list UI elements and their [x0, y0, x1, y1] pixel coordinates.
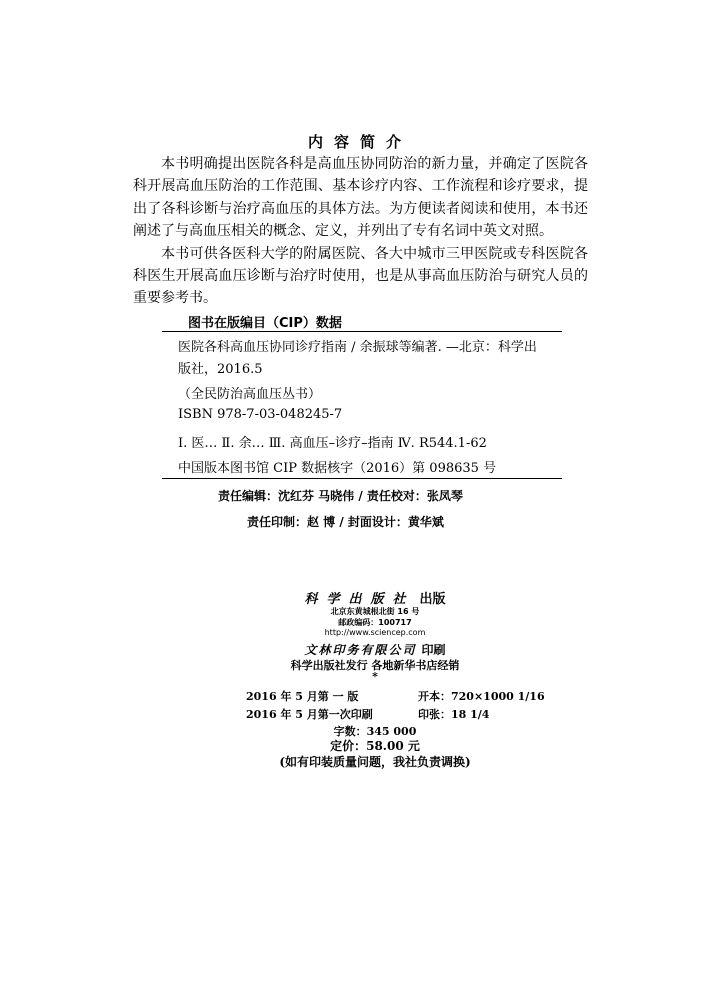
publisher-address: 北京东黄城根北街 16 号: [330, 607, 420, 616]
publisher-logo: 科学出版社: [304, 592, 415, 607]
publisher-suffix: 出版: [419, 592, 446, 607]
summary-paragraph: 本书明确提出医院各科是高血压协同防治的新力量，并确定了医院各科开展高血压防治的工作范围、基本诊疗内容、工作流程和诊疗要求，提出了各科诊断与治疗高血压的具体方法。为方便读者阅读和使用，本书还阐述了与高血压相关的概念、定义，并列出了专有名词中英文对照。: [133, 156, 588, 240]
summary-paragraph: 本书可供各医科大学的附属医院、各大中城市三甲医院或专科医院各科医生开展高血压诊断与治疗时使用，也是从事高血压防治与研究人员的重要参考书。: [133, 245, 588, 307]
cip-line-publisher: 版社，2016.5: [178, 362, 263, 377]
cip-heading: 图书在版编目（CIP）数据: [188, 316, 342, 331]
sheets-line: 印张：18 1/4: [418, 708, 490, 721]
publisher-postcode: 邮政编码：100717: [338, 618, 412, 627]
printer-suffix: 印刷: [421, 643, 446, 657]
printer-logo: 文林印务有限公司: [304, 643, 417, 657]
printing-line: 2016 年 5 月第一次印刷: [246, 708, 373, 721]
edition-line: 2016 年 5 月第 一 版: [246, 690, 359, 703]
publisher-line: [150, 588, 600, 607]
cip-top-rule: [162, 331, 562, 332]
publisher-url: http://www.sciencep.com: [324, 628, 426, 637]
wordcount-line: 字数：345 000: [333, 725, 417, 738]
cip-line-classification: Ⅰ. 医… Ⅱ. 余… Ⅲ. 高血压–诊疗–指南 Ⅳ. R544.1-62: [178, 436, 487, 451]
credits-editors: 责任编辑：沈红芬 马晓伟 / 责任校对：张凤琴: [218, 489, 463, 503]
credits-production: 责任印制：赵 博 / 封面设计：黄华斌: [247, 515, 444, 529]
printer-line: [150, 639, 600, 658]
cip-line-series: （全民防治高血压丛书）: [178, 387, 322, 402]
cip-line-isbn: ISBN 978-7-03-048245-7: [178, 407, 343, 422]
cip-bottom-rule: [162, 478, 562, 479]
quality-note: (如有印装质量问题，我社负责调换): [279, 755, 471, 769]
price-line: 定价：58.00 元: [330, 739, 420, 753]
cip-line-title: 医院各科高血压协同诊疗指南 / 余振球等编著. —北京：科学出: [178, 340, 537, 355]
summary-title: 内容简介: [307, 133, 412, 151]
separator-star: *: [372, 670, 378, 683]
distribution-line: 科学出版社发行 各地新华书店经销: [290, 659, 460, 672]
format-line: 开本：720×1000 1/16: [418, 690, 545, 703]
summary-body: [133, 153, 588, 310]
cip-line-cip-number: 中国版本图书馆 CIP 数据核字（2016）第 098635 号: [178, 461, 497, 476]
